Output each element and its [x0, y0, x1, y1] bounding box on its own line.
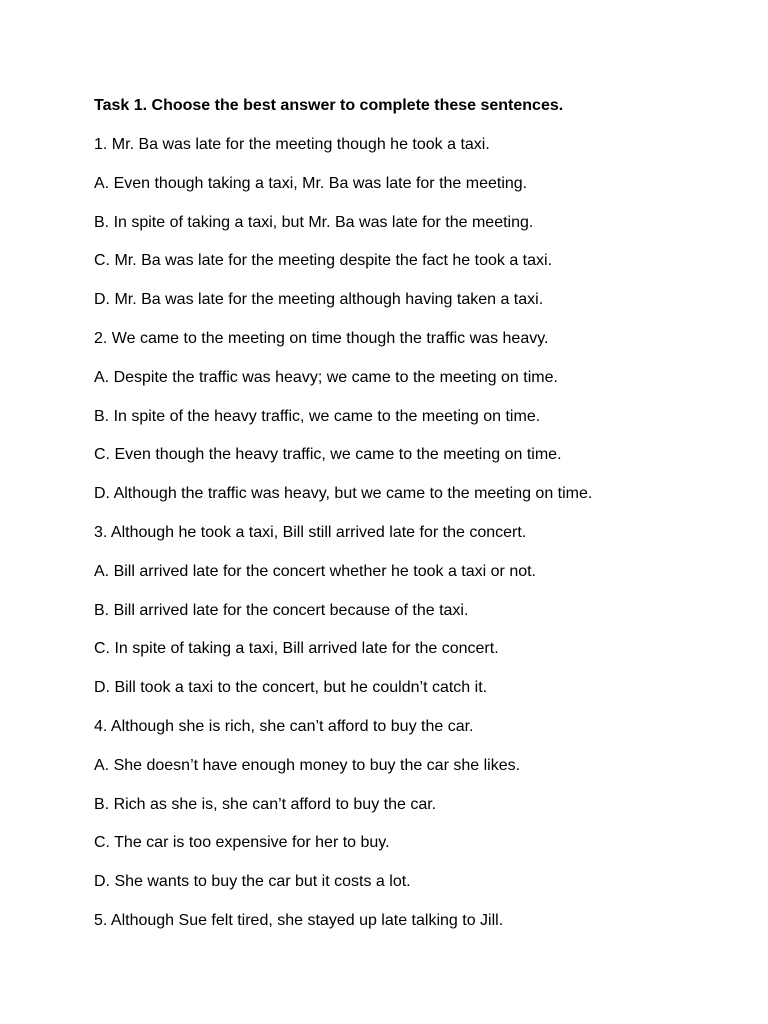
question-2-option-b: B. In spite of the heavy traffic, we came to the meeting on time.	[94, 407, 541, 425]
question-3: 3. Although he took a taxi, Bill still arrived late for the concert.	[94, 523, 527, 541]
question-2: 2. We came to the meeting on time though the traffic was heavy.	[94, 329, 549, 347]
question-1-option-b: B. In spite of taking a taxi, but Mr. Ba was late for the meeting.	[94, 213, 534, 231]
question-4-option-c: C. The car is too expensive for her to buy.	[94, 834, 390, 852]
question-3-option-c: C. In spite of taking a taxi, Bill arrived late for the concert.	[94, 640, 499, 658]
document-page	[94, 95, 734, 949]
question-2-option-a: A. Despite the traffic was heavy; we came to the meeting on time.	[94, 368, 558, 386]
question-4-option-a: A. She doesn’t have enough money to buy the car she likes.	[94, 756, 521, 774]
question-5: 5. Although Sue felt tired, she stayed up late talking to Jill.	[94, 911, 504, 929]
question-2-option-c: C. Even though the heavy traffic, we came to the meeting on time.	[94, 446, 562, 464]
question-1: 1. Mr. Ba was late for the meeting though he took a taxi.	[94, 136, 490, 153]
question-1-option-c: C. Mr. Ba was late for the meeting despite the fact he took a taxi.	[94, 252, 553, 270]
question-1-option-a: A. Even though taking a taxi, Mr. Ba was late for the meeting.	[94, 174, 528, 192]
task-title: Task 1. Choose the best answer to complete these sentences.	[94, 97, 564, 114]
question-4-option-b: B. Rich as she is, she can’t afford to buy the car.	[94, 795, 437, 813]
question-2-option-d: D. Although the traffic was heavy, but we came to the meeting on time.	[94, 485, 593, 503]
question-3-option-b: B. Bill arrived late for the concert because of the taxi.	[94, 601, 469, 619]
question-4-option-d: D. She wants to buy the car but it costs a lot.	[94, 873, 411, 891]
question-3-option-d: D. Bill took a taxi to the concert, but he couldn’t catch it.	[94, 679, 488, 697]
question-1-option-d: D. Mr. Ba was late for the meeting although having taken a taxi.	[94, 291, 544, 309]
question-4: 4. Although she is rich, she can’t afford to buy the car.	[94, 717, 474, 735]
question-3-option-a: A. Bill arrived late for the concert whether he took a taxi or not.	[94, 562, 536, 580]
